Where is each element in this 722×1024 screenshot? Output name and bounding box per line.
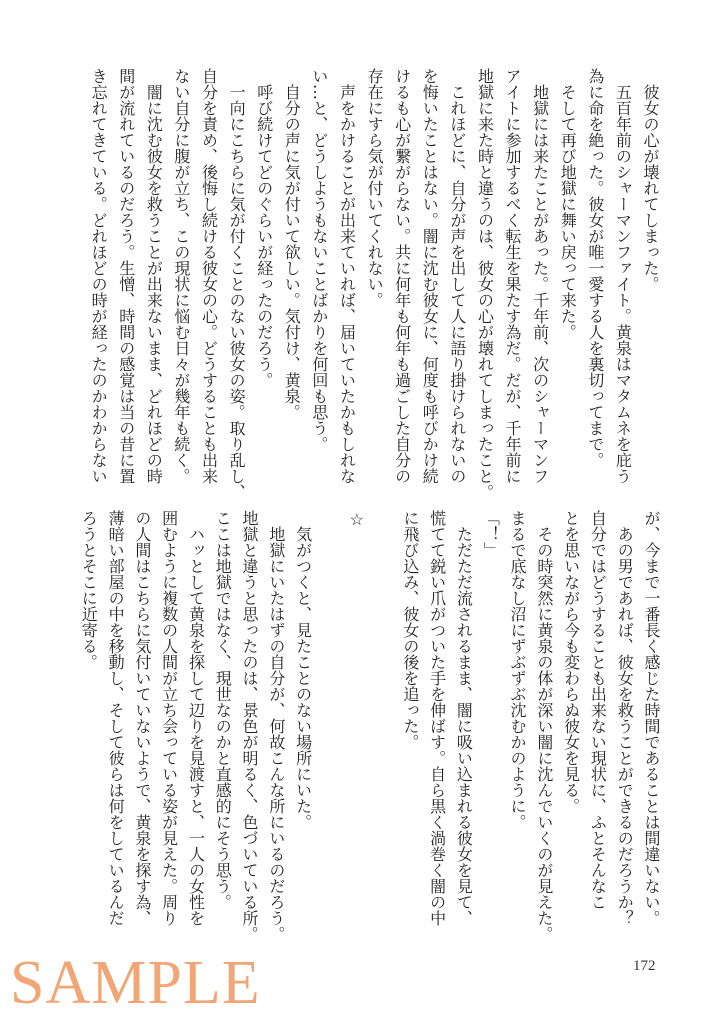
text-line: 自分の声に気が付いて欲しい。気付け、黄泉。 [282,68,302,420]
text-line: ハッとして黄泉を探して辺りを見渡すと、一人の女性を [186,510,206,926]
text-line: 五百年前のシャーマンファイト。黄泉はマタムネを庇う [613,68,633,484]
text-line: 薄暗い部屋の中を移動し、そして彼らは何をしているんだ [106,510,126,926]
text-line: 闇に沈む彼女を救うことが出来ないまま、どれほどの時 [144,68,164,484]
text-line [316,510,343,930]
text-tier-top [85,68,664,500]
text-line: 声をかけることが出来ていれば、届いていたかもしれな [337,68,357,484]
text-line: 呼び続けてどのぐらいが経ったのだろう。 [254,68,274,388]
text-line: 気がつくと、見たことのない場所にいた。 [293,510,313,830]
page-number: 172 [633,958,656,974]
text-line: あの男であれば、彼女を救うことができるのだろうか？ [615,510,635,926]
text-line: 地獄にいたはずの自分が、何故こんな所にいるのだろう。 [266,510,286,942]
text-line: まるで底なし沼にずぶずぶ沈むかのように。 [508,510,528,830]
section-break-star: ☆ [347,510,367,529]
text-line: い…と、どうしようもないことばかりを何回も思う。 [309,68,329,452]
text-line: これほどに、自分が声を出して人に語り掛けられないの [447,68,467,484]
text-line: ない自分に腹が立ち、この現状に悩む日々が幾年も続く。 [171,68,191,484]
text-line: 一向にこちらに気が付くことのない彼女の姿。取り乱し、 [227,68,247,500]
text-line: ろうとそこに近寄る。 [79,510,99,670]
text-line: とを思いながら今も変わらぬ彼女を見る。 [561,510,581,814]
text-line: アイトに参加するべく転生を果たす為だ。だが、千年前に [503,68,523,484]
text-line: けるも心が繋がらない。共に何年も何年も過ごした自分の [392,68,412,484]
text-line: 地獄と違うと思ったのは、景色が明るく、色づいている所。 [240,510,260,942]
text-tier-bottom [74,510,664,942]
text-line: 彼女の心が壊れてしまった。 [641,68,660,292]
text-line: その時突然に黄泉の体が深い闇に沈んでいくのが見えた。 [534,510,554,942]
text-line: 存在にすら気が付いてくれない。 [365,68,385,308]
text-line: 囲むように複数の人間が立ち会っている姿が見えた。周り [159,510,179,926]
text-line: 為に命を絶った。彼女が唯一愛する人を裏切ってまで。 [585,68,605,468]
text-line: 地獄に来た時と違うのは、彼女の心が壊れてしまったこと。 [475,68,495,500]
text-line: ここは地獄ではなく、現世なのかと直感的にそう思う。 [213,510,233,910]
text-line: 「！」 [481,510,501,558]
text-line: の人間はこちらに気付いていないようで、黄泉を探す為、 [132,510,152,926]
text-line: 間が流れているのだろう。生憎、時間の感覚は当の昔に置 [116,68,136,484]
text-line [369,510,396,930]
text-line: 地獄には来たことがあった。千年前、次のシャーマンフ [530,68,550,484]
text-line: き忘れてきている。どれほどの時が経ったのかわからない [89,68,109,484]
text-line: に飛び込み、彼女の後を追った。 [400,510,420,750]
text-line: 自分を責め、後悔し続ける彼女の心。どうすることも出来 [199,68,219,484]
text-line: を悔いたことはない。闇に沈む彼女に、何度も呼びかけ続 [420,68,440,484]
text-line: が、今まで一番長く感じた時間であることは間違いない。 [642,510,661,926]
text-line: ただただ流されるまま、闇に吸い込まれる彼女を見て、 [454,510,474,926]
sample-watermark: SAMPLE [10,949,261,1017]
text-line: 慌てて鋭い爪がついた手を伸ばす。自ら黒く渦巻く闇の中 [427,510,447,926]
text-line: 自分ではどうすることも出来ない現状に、ふとそんなこ [588,510,608,910]
text-line: そして再び地獄に舞い戻って来た。 [558,68,578,340]
